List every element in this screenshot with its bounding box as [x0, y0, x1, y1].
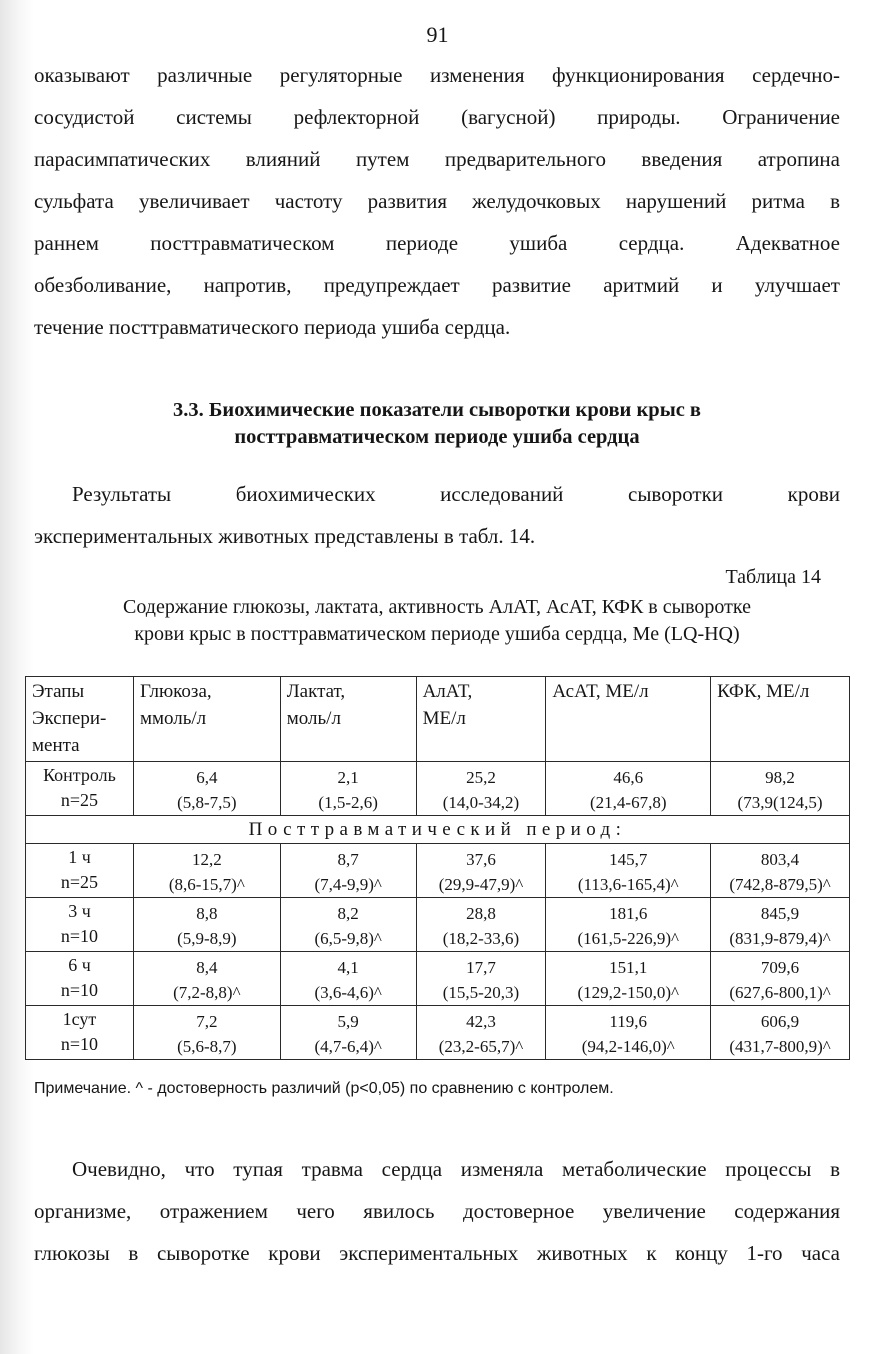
cell-median: 845,9 [760, 904, 800, 923]
cell-range: (7,2-8,8)^ [173, 983, 241, 1002]
cell-alat [416, 844, 546, 898]
cell-alat [416, 898, 546, 952]
cell-kfk [711, 898, 850, 952]
cell-range: (18,2-33,6) [442, 929, 520, 948]
row-stage [26, 952, 134, 1006]
header-alat [416, 677, 546, 762]
sample-size: n=10 [60, 980, 99, 1000]
cell-range: (431,7-800,9)^ [729, 1037, 831, 1056]
paragraph-results [34, 473, 840, 557]
cell-range: (3,6-4,6)^ [314, 983, 382, 1002]
cell-lactate [280, 844, 416, 898]
cell-median: 151,1 [609, 958, 648, 977]
cell-median: 8,2 [337, 904, 359, 923]
cell-median: 46,6 [613, 768, 644, 787]
cell-range: (5,6-8,7) [177, 1037, 237, 1056]
header-text: мента [32, 735, 80, 756]
cell-lactate [280, 1006, 416, 1060]
table-row [26, 1006, 850, 1060]
cell-median: 25,2 [466, 768, 496, 787]
cell-asat [546, 844, 711, 898]
header-text: ммоль/л [139, 708, 207, 729]
text-line: течение посттравматического периода ушиба сердца. [34, 315, 511, 339]
table-row-period-label [26, 816, 850, 844]
cell-median: 119,6 [609, 1012, 648, 1031]
sample-size: n=10 [60, 1034, 99, 1054]
cell-glucose [133, 762, 280, 816]
cell-median: 181,6 [609, 904, 648, 923]
cell-asat [546, 898, 711, 952]
table-label: Таблица 14 [725, 566, 821, 588]
text-line: обезболивание, напротив, предупреждает развитие аритмий и улучшает [34, 273, 840, 297]
cell-range: (23,2-65,7)^ [438, 1037, 524, 1056]
cell-range: (5,8-7,5) [177, 793, 237, 812]
cell-lactate [280, 762, 416, 816]
table-row [26, 898, 850, 952]
cell-range: (14,0-34,2) [442, 793, 520, 812]
header-lactate [280, 677, 416, 762]
cell-range: (113,6-165,4)^ [577, 875, 679, 894]
header-text: Экспери- [32, 708, 107, 729]
cell-range: (6,5-9,8)^ [314, 929, 382, 948]
biochemistry-table [25, 676, 850, 1060]
cell-range: (4,7-6,4)^ [314, 1037, 382, 1056]
cell-median: 98,2 [765, 768, 795, 787]
table-note: Примечание. ^ - достоверность различий (p<0,05) по сравнению с контролем. [34, 1080, 614, 1097]
cell-alat [416, 1006, 546, 1060]
cell-asat [546, 762, 711, 816]
heading-line: 3.3. Биохимические показатели сыворотки крови крыс в [172, 399, 701, 421]
text-line: сульфата увеличивает частоту развития желудочковых нарушений ритма в [34, 189, 840, 213]
header-text: КФК, МЕ/л [717, 681, 810, 702]
cell-range: (742,8-879,5)^ [729, 875, 831, 894]
cell-range: (129,2-150,0)^ [577, 983, 679, 1002]
row-stage [26, 898, 134, 952]
cell-glucose [133, 898, 280, 952]
text-line: раннем посттравматическом периоде ушиба сердца. Адекватное [34, 231, 840, 255]
cell-glucose [133, 1006, 280, 1060]
section-heading [34, 397, 840, 451]
cell-median: 2,1 [337, 768, 359, 787]
cell-range: (1,5-2,6) [318, 793, 378, 812]
cell-median: 6,4 [196, 768, 218, 787]
table-row-control [26, 762, 850, 816]
cell-alat [416, 762, 546, 816]
header-text: моль/л [286, 708, 341, 729]
stage-label: Контроль [43, 765, 116, 785]
text-line: сосудистой системы рефлекторной (вагусной) природы. Ограничение [34, 105, 840, 129]
cell-glucose [133, 952, 280, 1006]
stage-label: 3 ч [68, 901, 91, 921]
stage-label: 6 ч [68, 955, 91, 975]
stage-label: 1сут [62, 1009, 97, 1029]
cell-range: (627,6-800,1)^ [729, 983, 831, 1002]
text-line: экспериментальных животных представлены в табл. 14. [34, 524, 536, 548]
table-header-row [26, 677, 850, 762]
header-asat [546, 677, 711, 762]
text-line: Очевидно, что тупая травма сердца изменяла метаболические процессы в [72, 1157, 840, 1181]
cell-range: (7,4-9,9)^ [314, 875, 382, 894]
row-stage [26, 844, 134, 898]
cell-median: 17,7 [466, 958, 496, 977]
cell-asat [546, 952, 711, 1006]
cell-kfk [711, 1006, 850, 1060]
cell-median: 145,7 [609, 850, 648, 869]
cell-median: 709,6 [760, 958, 800, 977]
cell-kfk [711, 952, 850, 1006]
cell-median: 8,4 [196, 958, 218, 977]
cell-range: (15,5-20,3) [442, 983, 520, 1002]
cell-range: (8,6-15,7)^ [168, 875, 245, 894]
header-text: Глюкоза, [139, 681, 212, 702]
header-text: АлАТ, [422, 681, 473, 702]
cell-median: 5,9 [337, 1012, 359, 1031]
cell-asat [546, 1006, 711, 1060]
header-stage [26, 677, 134, 762]
cell-lactate [280, 952, 416, 1006]
cell-glucose [133, 844, 280, 898]
header-text: АсАТ, МЕ/л [552, 681, 649, 702]
paragraph-intro [34, 54, 840, 348]
cell-alat [416, 952, 546, 1006]
cell-range: (21,4-67,8) [590, 793, 667, 812]
sample-size: n=25 [60, 790, 99, 810]
cell-median: 37,6 [466, 850, 496, 869]
table-row [26, 952, 850, 1006]
paragraph-conclusion [34, 1148, 840, 1274]
cell-median: 606,9 [760, 1012, 800, 1031]
text-line: глюкозы в сыворотке крови экспериментальных животных к концу 1-го часа [34, 1241, 840, 1265]
cell-median: 28,8 [466, 904, 496, 923]
cell-median: 803,4 [760, 850, 800, 869]
period-label: Посттравматический период: [26, 816, 850, 844]
cell-lactate [280, 898, 416, 952]
cell-median: 42,3 [466, 1012, 496, 1031]
sample-size: n=25 [60, 872, 99, 892]
caption-line: крови крыс в посттравматическом периоде ушиба сердца, Me (LQ-HQ) [134, 623, 740, 645]
header-glucose [133, 677, 280, 762]
cell-range: (831,9-879,4)^ [729, 929, 831, 948]
cell-median: 8,7 [337, 850, 359, 869]
table-caption [34, 594, 840, 648]
cell-range: (73,9(124,5) [737, 793, 823, 812]
cell-kfk [711, 844, 850, 898]
caption-line: Содержание глюкозы, лактата, активность АлАТ, АсАТ, КФК в сыворотке [123, 596, 751, 618]
text-line: организме, отражением чего явилось достоверное увеличение содержания [34, 1199, 840, 1223]
cell-median: 4,1 [337, 958, 359, 977]
stage-label: 1 ч [68, 847, 91, 867]
header-text: МЕ/л [422, 708, 466, 729]
cell-range: (161,5-226,9)^ [577, 929, 679, 948]
cell-range: (5,9-8,9) [177, 929, 237, 948]
cell-kfk [711, 762, 850, 816]
sample-size: n=10 [60, 926, 99, 946]
text-line: Результаты биохимических исследований сыворотки крови [72, 482, 840, 506]
text-line: оказывают различные регуляторные изменения функционирования сердечно- [34, 63, 840, 87]
page-number: 91 [426, 22, 449, 47]
header-text: Лактат, [286, 681, 346, 702]
heading-line: посттравматическом периоде ушиба сердца [234, 426, 640, 448]
cell-range: (94,2-146,0)^ [581, 1037, 675, 1056]
header-text: Этапы [32, 681, 85, 702]
cell-median: 7,2 [196, 1012, 218, 1031]
cell-range: (29,9-47,9)^ [438, 875, 524, 894]
row-stage [26, 1006, 134, 1060]
text-line: парасимпатических влияний путем предварительного введения атропина [34, 147, 840, 171]
header-kfk [711, 677, 850, 762]
cell-median: 12,2 [191, 850, 222, 869]
table-row [26, 844, 850, 898]
row-stage [26, 762, 134, 816]
cell-median: 8,8 [196, 904, 218, 923]
